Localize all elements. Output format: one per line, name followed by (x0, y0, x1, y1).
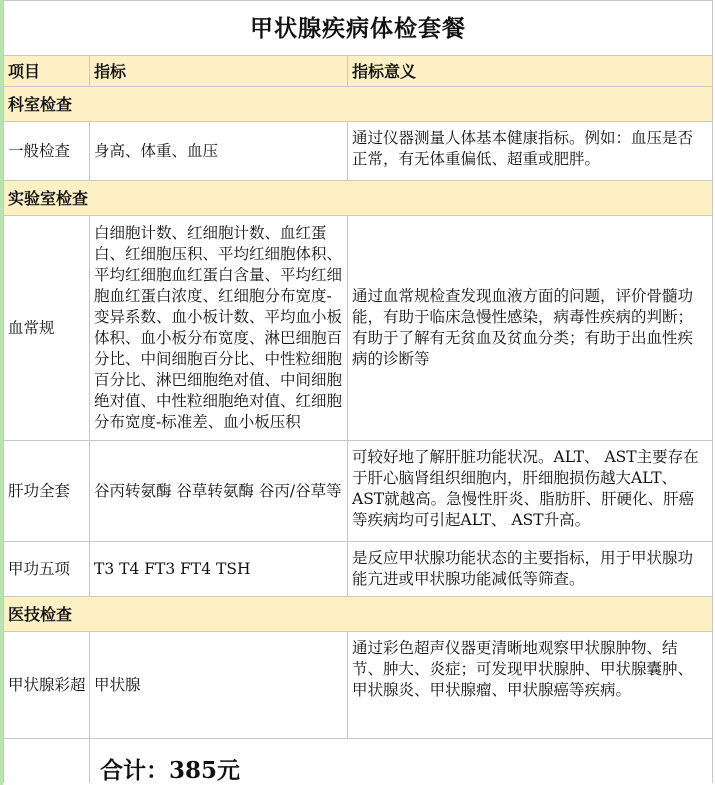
meaning-cell: 通过彩色超声仪器更清晰地观察甲状腺肿物、结节、肿大、炎症；可发现甲状腺肿、甲状腺囊肿、甲状腺炎、甲状腺瘤、甲状腺癌等疾病。 (348, 632, 713, 739)
table-row (4, 542, 713, 597)
header-meaning: 指标意义 (348, 56, 713, 87)
section-title: 科室检查 (4, 87, 713, 122)
section-row (4, 181, 713, 216)
indicator-cell: 甲状腺 (90, 632, 348, 739)
page-title: 甲状腺疾病体检套餐 (4, 1, 713, 56)
indicator-cell: 白细胞计数、红细胞计数、血红蛋白、红细胞压积、平均红细胞体积、平均红细胞血红蛋白含量、平均红细胞血红蛋白浓度、红细胞分布宽度-变异系数、血小板计数、平均血小板体积、血小板分布宽度、淋巴细胞百分比、中间细胞百分比、中性粒细胞百分比、淋巴细胞绝对值、中间细胞绝对值、中性粒细胞绝对值、红细胞分布宽度-标准差、血小板压积 (90, 216, 348, 441)
table-row (4, 216, 713, 441)
header-indicator: 指标 (90, 56, 348, 87)
item-cell: 血常规 (4, 216, 90, 441)
indicator-cell: T3 T4 FT3 FT4 TSH (90, 542, 348, 597)
package-table (3, 0, 713, 783)
indicator-cell: 身高、体重、血压 (90, 122, 348, 181)
header-item: 项目 (4, 56, 90, 87)
table-row (4, 122, 713, 181)
item-cell: 肝功全套 (4, 441, 90, 542)
item-cell: 甲功五项 (4, 542, 90, 597)
section-title: 实验室检查 (4, 181, 713, 216)
table-header-row (4, 56, 713, 87)
item-cell: 一般检查 (4, 122, 90, 181)
table-row (4, 632, 713, 739)
section-title: 医技检查 (4, 597, 713, 632)
indicator-cell: 谷丙转氨酶 谷草转氨酶 谷丙/谷草等 (90, 441, 348, 542)
section-row (4, 597, 713, 632)
total-spacer (4, 739, 90, 784)
total-row (4, 739, 713, 784)
table-row (4, 441, 713, 542)
meaning-cell: 通过血常规检查发现血液方面的问题，评价骨髓功能，有助于临床急慢性感染，病毒性疾病的判断；有助于了解有无贫血及贫血分类；有助于出血性疾病的诊断等 (348, 216, 713, 441)
meaning-cell: 通过仪器测量人体基本健康指标。例如：血压是否正常，有无体重偏低、超重或肥胖。 (348, 122, 713, 181)
section-row (4, 87, 713, 122)
total-price: 合计：385元 (90, 739, 713, 784)
item-cell: 甲状腺彩超 (4, 632, 90, 739)
meaning-cell: 是反应甲状腺功能状态的主要指标，用于甲状腺功能亢进或甲状腺功能减低等筛查。 (348, 542, 713, 597)
meaning-cell: 可较好地了解肝脏功能状况。ALT、 AST主要存在于肝心脑肾组织细胞内，肝细胞损伤越大ALT、 AST就越高。急慢性肝炎、脂肪肝、肝硬化、肝癌等疾病均可引起ALT、 AST升高。 (348, 441, 713, 542)
